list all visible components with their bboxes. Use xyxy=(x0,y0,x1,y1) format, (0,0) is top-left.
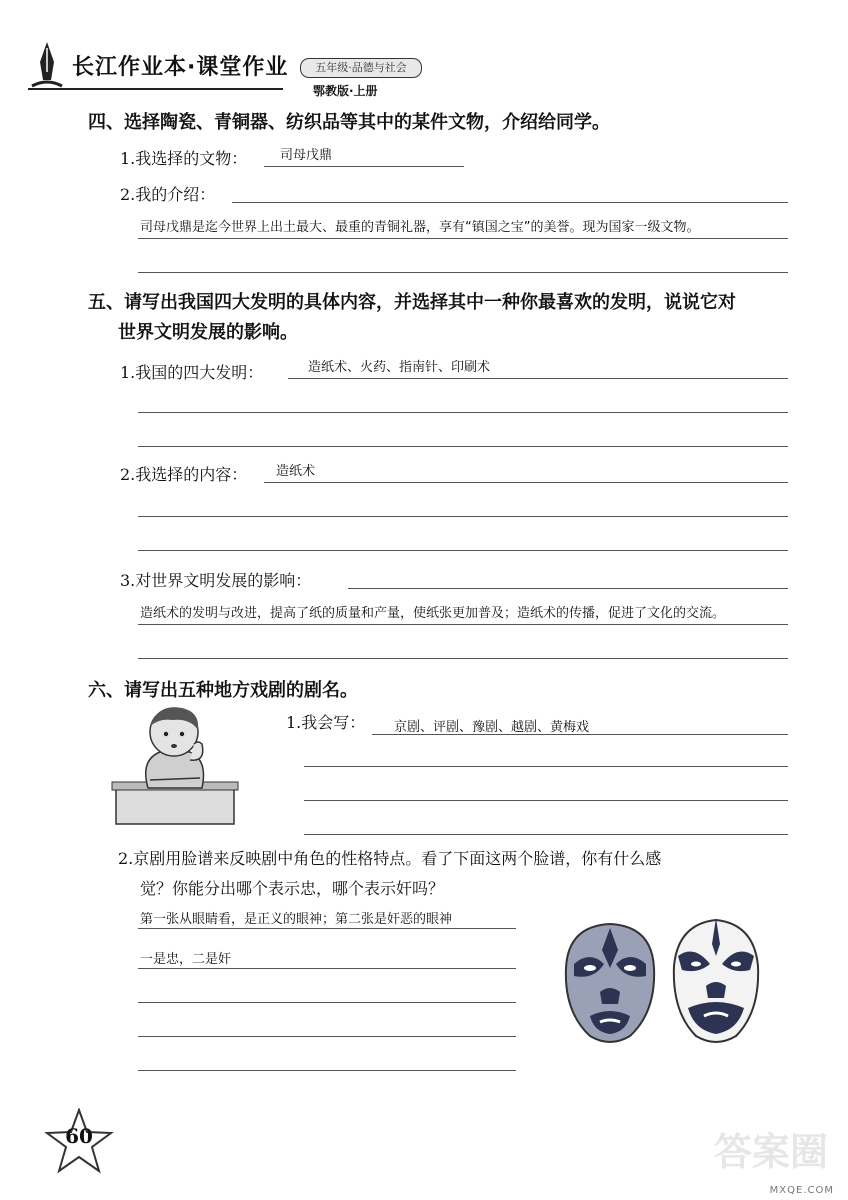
answer-line xyxy=(138,238,788,239)
answer-line xyxy=(138,928,516,929)
section-6-item-2-line-2: 觉？你能分出哪个表示忠，哪个表示奸吗？ xyxy=(140,879,445,898)
page-header xyxy=(28,40,428,100)
answer-line xyxy=(288,378,788,379)
section-6-item-2-answer-2: 一是忠，二是奸 xyxy=(140,952,232,967)
opera-mask-treacherous-icon xyxy=(668,916,764,1048)
answer-line xyxy=(264,166,464,167)
section-4-item-2-label: 2.我的介绍： xyxy=(120,185,216,204)
section-5-item-3-answer: 造纸术的发明与改进，提高了纸的质量和产量，使纸张更加普及；造纸术的传播，促进了文化的交流。 xyxy=(140,606,726,621)
answer-line xyxy=(138,272,788,273)
answer-line xyxy=(372,734,788,735)
section-5-item-2-answer: 造纸术 xyxy=(276,464,316,479)
section-6-title: 六、请写出五种地方戏剧的剧名。 xyxy=(88,680,358,701)
watermark-logo: 答案圈 xyxy=(713,1130,828,1174)
answer-line xyxy=(138,658,788,659)
book-title: 长江作业本·课堂作业 xyxy=(72,55,289,80)
answer-line xyxy=(348,588,788,589)
section-4-title: 四、选择陶瓷、青铜器、纺织品等其中的某件文物，介绍给同学。 xyxy=(88,112,610,133)
answer-line xyxy=(138,1036,516,1037)
answer-line xyxy=(232,202,788,203)
section-5-title-line-1: 五、请写出我国四大发明的具体内容，并选择其中一种你最喜欢的发明，说说它对 xyxy=(88,292,736,313)
page-number: 60 xyxy=(65,1124,93,1148)
answer-line xyxy=(138,550,788,551)
edition-label: 鄂教版·上册 xyxy=(313,84,378,98)
answer-line xyxy=(304,834,788,835)
answer-line xyxy=(138,1002,516,1003)
section-6-item-1-label: 1.我会写： xyxy=(286,713,366,732)
section-4-item-1-label: 1.我选择的文物： xyxy=(120,149,248,168)
section-6-item-2-line-1: 2.京剧用脸谱来反映剧中角色的性格特点。看了下面这两个脸谱，你有什么感 xyxy=(118,849,662,868)
section-4-item-1-answer: 司母戊鼎 xyxy=(280,148,333,163)
section-6-item-1-answer: 京剧、评剧、豫剧、越剧、黄梅戏 xyxy=(394,720,590,735)
answer-line xyxy=(138,516,788,517)
watermark-url: MXQE.COM xyxy=(769,1185,834,1196)
thinking-boy-illustration xyxy=(110,700,245,830)
section-5-item-2-label: 2.我选择的内容： xyxy=(120,465,248,484)
answer-line xyxy=(138,412,788,413)
answer-line xyxy=(138,446,788,447)
section-5-item-3-label: 3.对世界文明发展的影响： xyxy=(120,571,312,590)
answer-line xyxy=(304,766,788,767)
answer-line xyxy=(138,968,516,969)
section-5-item-1-answer: 造纸术、火药、指南针、印刷术 xyxy=(308,360,491,375)
answer-line xyxy=(304,800,788,801)
section-5-title-line-2: 世界文明发展的影响。 xyxy=(118,322,298,343)
grade-subject-badge: 五年级·品德与社会 xyxy=(300,58,422,78)
opera-mask-loyal-icon xyxy=(560,920,660,1048)
section-6-item-2-answer-1: 第一张从眼睛看，是正义的眼神；第二张是奸恶的眼神 xyxy=(140,912,453,927)
header-rule xyxy=(28,88,283,90)
answer-line xyxy=(138,1070,516,1071)
section-4-item-2-answer: 司母戊鼎是迄今世界上出土最大、最重的青铜礼器，享有“镇国之宝”的美誉。现为国家一级文物。 xyxy=(140,220,700,235)
section-5-item-1-label: 1.我国的四大发明： xyxy=(120,363,264,382)
answer-line xyxy=(138,624,788,625)
answer-line xyxy=(264,482,788,483)
pen-nib-logo-icon xyxy=(28,40,66,92)
